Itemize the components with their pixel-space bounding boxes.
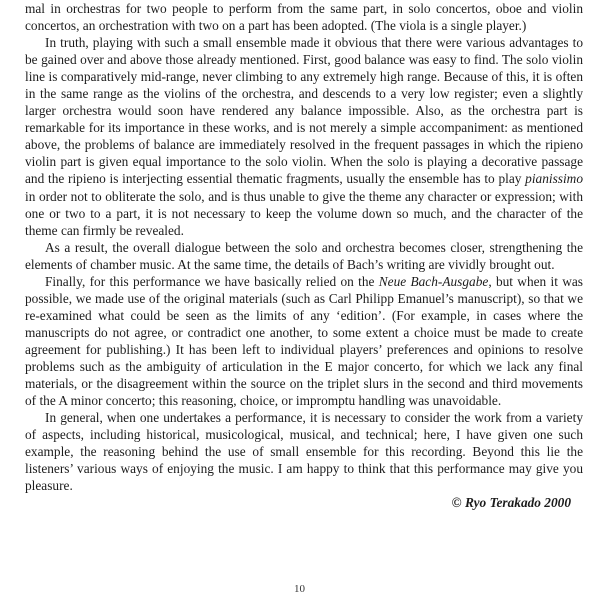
edition-title: Neue Bach-Ausgabe — [378, 273, 489, 289]
paragraph-4-text-b: , but when it was possible, we made use of the original materials (such as Carl Philipp Emanuel’s manuscript), so that we re-examined what could be seen as the limits of any ‘edition’. (For example, in cases where the manuscripts do not agree, or contradict one another, to some extent a choice must be made to create agreement for publishing.) It has been left to individual players’ preferences and opinions to resolve problems such as the ambiguity of articulation in the E major concerto, for which we lack any final materials, or the disagreement within the source on the triplet slurs in the second and third movements of the A minor concerto; this reasoning, choice, or impromptu handling was unavoidable. — [25, 273, 583, 409]
paragraph-5-text: In general, when one undertakes a performance, it is necessary to consider the work from a variety of aspects, including historical, musicological, musical, and technical; here, I have given one such example, the reasoning behind the use of small ensemble for this recording. Beyond this lie the listeners’ various ways of enjoying the music. I am happy to think that this performance may give you pleasure. — [25, 410, 583, 494]
paragraph-1-text: mal in orchestras for two people to perform from the same part, in solo concertos, oboe and violin concertos, an orchestration with two on a part has been adopted. (The viola is a single player.) — [25, 1, 583, 34]
page-number: 10 — [294, 583, 305, 595]
paragraph-5 — [25, 409, 583, 494]
paragraph-4 — [25, 273, 583, 409]
paragraph-2-text-b: in order not to obliterate the solo, and is thus unable to give the theme any character or expression; with one or two to a part, it is not necessary to keep the volume down so much, and the character of the theme can firmly be revealed. — [25, 188, 583, 238]
paragraph-2 — [25, 34, 583, 239]
document-page — [25, 0, 583, 511]
pianissimo-term: pianissimo — [525, 171, 583, 187]
paragraph-3-text: As a result, the overall dialogue between the solo and orchestra becomes closer, strengthening the elements of chamber music. At the same time, the details of Bach’s writing are vividly brought out. — [25, 239, 583, 272]
paragraph-1 — [25, 0, 583, 34]
paragraph-3 — [25, 239, 583, 273]
paragraph-2-text-a: In truth, playing with such a small ensemble made it obvious that there were various advantages to be gained over and above those already mentioned. First, good balance was easy to find. The solo violin line is comparatively mid-range, never climbing to any extremely high range. Because of this, it is often in the same range as the violins of the orchestra, and descends to a very low register; even a slightly larger orchestra would soon have rendered any balance impossible. Also, as the orchestra part is remarkable for its importance in these works, and is not merely a simple accompaniment: as mentioned above, the problems of balance are immediately resolved in the frequent passages in which the ripieno violin part is given equal importance to the solo violin. When the solo is playing a decorative passage and the ripieno is interjecting essential thematic fragments, usually the ensemble has to play — [25, 35, 583, 187]
author-signature: © Ryo Terakado 2000 — [451, 495, 571, 511]
paragraph-4-text-a: Finally, for this performance we have basically relied on the — [45, 273, 379, 289]
